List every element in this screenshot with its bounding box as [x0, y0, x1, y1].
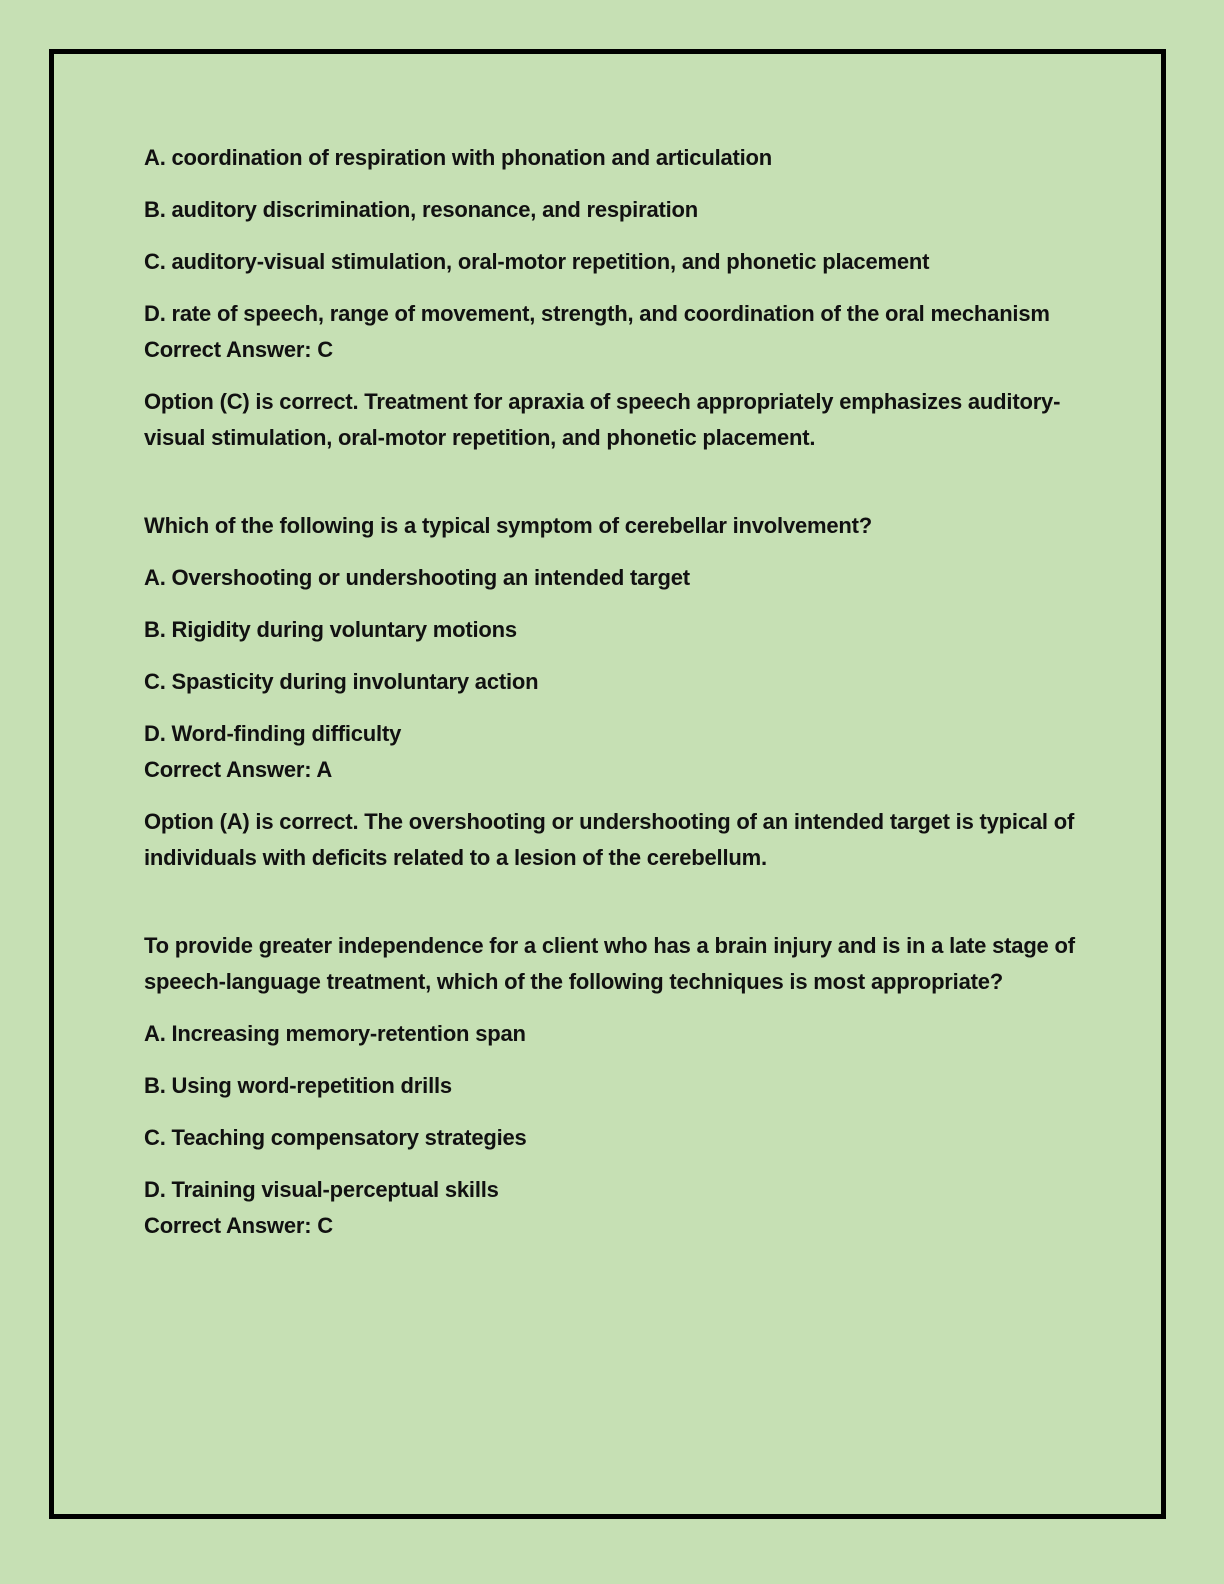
correct-answer: Correct Answer: C: [144, 337, 333, 362]
question-block-1: [144, 140, 1084, 456]
option-c: C. auditory-visual stimulation, oral-motor repetition, and phonetic placement: [144, 249, 930, 274]
correct-answer: Correct Answer: C: [144, 1213, 333, 1238]
option-a: A. Overshooting or undershooting an intended target: [144, 565, 690, 590]
correct-answer: Correct Answer: A: [144, 757, 333, 782]
option-d: D. Word-finding difficulty: [144, 721, 402, 746]
document-content: [144, 140, 1084, 1260]
option-a: A. coordination of respiration with phonation and articulation: [144, 145, 773, 170]
question-text: Which of the following is a typical symptom of cerebellar involvement?: [144, 513, 873, 538]
option-d: D. Training visual-perceptual skills: [144, 1177, 499, 1202]
question-block-3: [144, 928, 1084, 1244]
option-b: B. Using word-repetition drills: [144, 1073, 452, 1098]
answer-explanation: Option (A) is correct. The overshooting or undershooting of an intended target is typical of individuals with deficits related to a lesion of the cerebellum.: [144, 809, 1075, 870]
option-c: C. Spasticity during involuntary action: [144, 669, 539, 694]
question-text: To provide greater independence for a client who has a brain injury and is in a late stage of speech-language treatment, which of the following techniques is most appropriate?: [144, 933, 1075, 994]
answer-explanation: Option (C) is correct. Treatment for apraxia of speech appropriately emphasizes auditory-visual stimulation, oral-motor repetition, and phonetic placement.: [144, 389, 1061, 450]
option-a: A. Increasing memory-retention span: [144, 1021, 526, 1046]
option-d: D. rate of speech, range of movement, strength, and coordination of the oral mechanism: [144, 301, 1050, 326]
question-block-2: [144, 508, 1084, 876]
option-b: B. Rigidity during voluntary motions: [144, 617, 517, 642]
option-c: C. Teaching compensatory strategies: [144, 1125, 527, 1150]
option-b: B. auditory discrimination, resonance, and respiration: [144, 197, 698, 222]
